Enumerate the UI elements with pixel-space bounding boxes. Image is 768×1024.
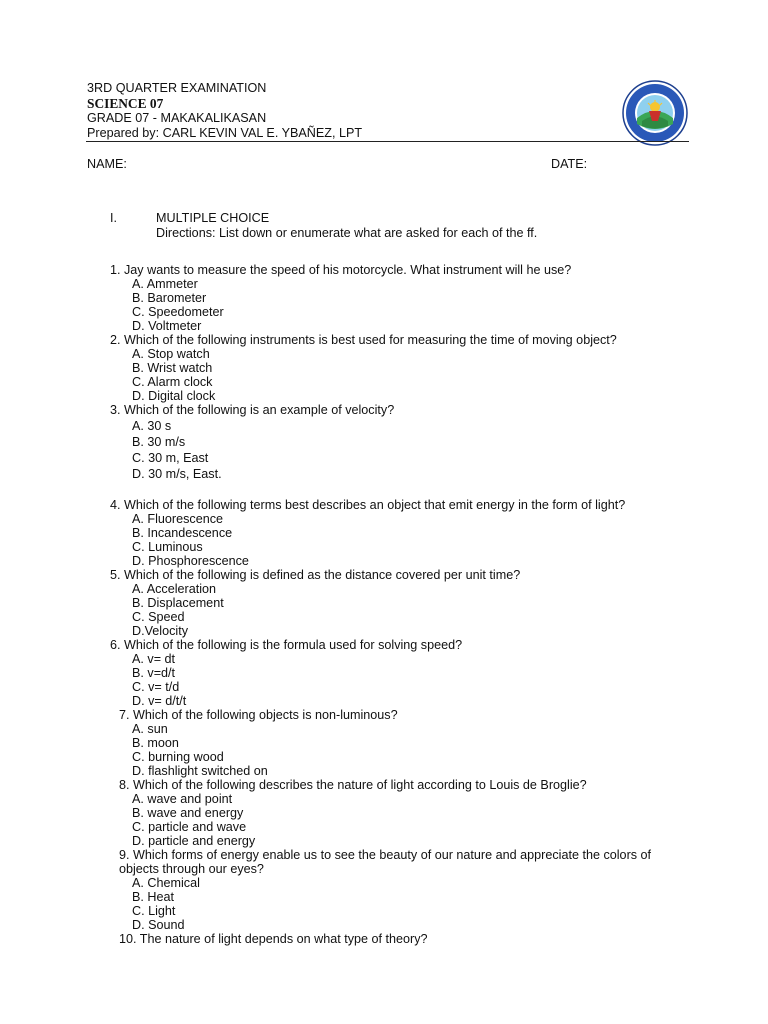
- question-4: 4. Which of the following terms best describes an object that emit energy in the form of light?: [110, 498, 626, 512]
- option-9a: A. Chemical: [132, 876, 200, 890]
- question-7: 7. Which of the following objects is non-luminous?: [119, 708, 398, 722]
- section-title: MULTIPLE CHOICE: [156, 211, 270, 225]
- name-label: NAME:: [87, 157, 127, 171]
- option-2a: A. Stop watch: [132, 347, 210, 361]
- question-9: 9. Which forms of energy enable us to see the beauty of our nature and appreciate the colors of: [119, 848, 652, 862]
- option-6d: D. v= d/t/t: [132, 694, 187, 708]
- option-3a: A. 30 s: [132, 419, 172, 433]
- option-6b: B. v=d/t: [132, 666, 176, 680]
- header-divider: [86, 141, 689, 142]
- school-logo-icon: [622, 80, 688, 146]
- option-8a: A. wave and point: [132, 792, 233, 806]
- question-5: 5. Which of the following is defined as the distance covered per unit time?: [110, 568, 521, 582]
- grade-section: GRADE 07 - MAKAKALIKASAN: [87, 111, 267, 125]
- option-4b: B. Incandescence: [132, 526, 233, 540]
- option-2c: C. Alarm clock: [132, 375, 213, 389]
- subject-title: SCIENCE 07: [87, 96, 164, 111]
- question-6: 6. Which of the following is the formula used for solving speed?: [110, 638, 463, 652]
- option-7b: B. moon: [132, 736, 179, 750]
- prepared-by: Prepared by: CARL KEVIN VAL E. YBAÑEZ, LPT: [87, 126, 363, 140]
- option-1b: B. Barometer: [132, 291, 207, 305]
- section-number: I.: [110, 211, 117, 225]
- exam-title: 3RD QUARTER EXAMINATION: [87, 81, 267, 95]
- option-8b: B. wave and energy: [132, 806, 244, 820]
- option-3d: D. 30 m/s, East.: [132, 467, 222, 481]
- option-5a: A. Acceleration: [132, 582, 217, 596]
- section-directions: Directions: List down or enumerate what are asked for each of the ff.: [156, 226, 538, 240]
- option-7c: C. burning wood: [132, 750, 224, 764]
- question-8: 8. Which of the following describes the nature of light according to Louis de Broglie?: [119, 778, 587, 792]
- option-2d: D. Digital clock: [132, 389, 216, 403]
- option-2b: B. Wrist watch: [132, 361, 213, 375]
- option-8c: C. particle and wave: [132, 820, 247, 834]
- option-4c: C. Luminous: [132, 540, 203, 554]
- question-9-continued: objects through our eyes?: [119, 862, 264, 876]
- option-3c: C. 30 m, East: [132, 451, 209, 465]
- option-1c: C. Speedometer: [132, 305, 224, 319]
- option-6c: C. v= t/d: [132, 680, 180, 694]
- option-9b: B. Heat: [132, 890, 174, 904]
- question-1: 1. Jay wants to measure the speed of his motorcycle. What instrument will he use?: [110, 263, 572, 277]
- question-3: 3. Which of the following is an example of velocity?: [110, 403, 395, 417]
- option-9d: D. Sound: [132, 918, 185, 932]
- option-7d: D. flashlight switched on: [132, 764, 268, 778]
- option-7a: A. sun: [132, 722, 168, 736]
- question-2: 2. Which of the following instruments is best used for measuring the time of moving object?: [110, 333, 617, 347]
- date-label: DATE:: [551, 157, 588, 171]
- option-5b: B. Displacement: [132, 596, 224, 610]
- option-9c: C. Light: [132, 904, 176, 918]
- option-8d: D. particle and energy: [132, 834, 256, 848]
- option-5c: C. Speed: [132, 610, 185, 624]
- option-4d: D. Phosphorescence: [132, 554, 249, 568]
- question-10: 10. The nature of light depends on what type of theory?: [119, 932, 428, 946]
- option-1a: A. Ammeter: [132, 277, 198, 291]
- option-5d: D.Velocity: [132, 624, 188, 638]
- exam-header: [87, 81, 362, 141]
- option-1d: D. Voltmeter: [132, 319, 202, 333]
- option-3b: B. 30 m/s: [132, 435, 186, 449]
- option-6a: A. v= dt: [132, 652, 176, 666]
- option-4a: A. Fluorescence: [132, 512, 223, 526]
